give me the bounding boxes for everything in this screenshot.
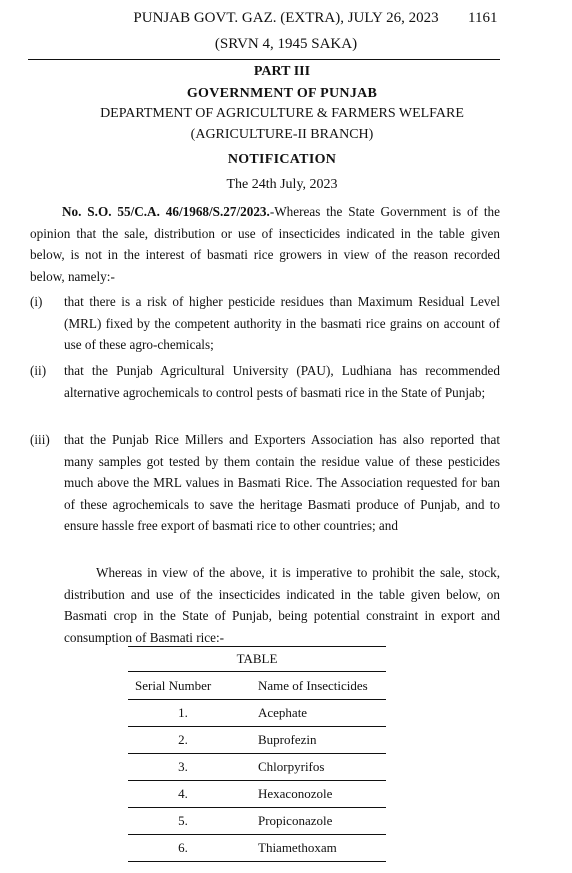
table-row	[128, 727, 386, 754]
reason-text: that there is a risk of higher pesticide residues than Maximum Residual Level (MRL) fixed by the competent authority in the basmati rice grains on account of use of these agro-chemicals;	[64, 294, 500, 352]
table-row	[128, 835, 386, 862]
reason-text: that the Punjab Rice Millers and Exporters Association has also reported that many samples got tested by them contain the residue value of these pesticides much above the MRL values in Basmati Rice. The Association requested for ban of these agrochemicals to save the heritage Basmati produce of Punjab, and to ensure hassle free export of basmati rice to other countries; and	[64, 432, 500, 533]
page-number: 1161	[468, 10, 498, 26]
table-row	[128, 754, 386, 781]
serial-cell: 6.	[128, 835, 238, 862]
intro-text: -Whereas the State Government is of the opinion that the sale, distribution or use of insecticides indicated in the table given below, is not in the interest of basmati rice growers in view of the reason recorded below, namely:-	[30, 204, 500, 284]
reason-number: (i)	[30, 294, 43, 309]
gazette-header-title: PUNJAB GOVT. GAZ. (EXTRA), JULY 26, 2023	[133, 10, 439, 26]
intro-paragraph	[30, 201, 500, 287]
column-header-serial: Serial Number	[128, 672, 238, 700]
notification-date: The 24th July, 2023	[226, 177, 338, 192]
serial-cell: 2.	[128, 727, 238, 754]
branch-heading: (AGRICULTURE-II BRANCH)	[190, 127, 374, 142]
serial-cell: 3.	[128, 754, 238, 781]
table-row	[128, 700, 386, 727]
government-heading: GOVERNMENT OF PUNJAB	[186, 86, 378, 101]
insecticide-cell: Chlorpyrifos	[238, 754, 386, 781]
insecticide-cell: Hexaconozole	[238, 781, 386, 808]
reason-number: (ii)	[30, 363, 47, 378]
table-caption: TABLE	[128, 647, 386, 672]
reason-text: that the Punjab Agricultural University (PAU), Ludhiana has recommended alternative agrochemicals to control pests of basmati rice in the State of Punjab;	[64, 363, 500, 400]
notification-title: NOTIFICATION	[227, 152, 337, 167]
reason-number: (iii)	[30, 432, 50, 447]
column-header-name: Name of Insecticides	[238, 672, 386, 700]
department-heading: DEPARTMENT OF AGRICULTURE & FARMERS WELFARE	[100, 106, 464, 121]
header-rule	[28, 59, 500, 60]
insecticide-cell: Propiconazole	[238, 808, 386, 835]
serial-cell: 4.	[128, 781, 238, 808]
whereas-paragraph: Whereas in view of the above, it is imperative to prohibit the sale, stock, distribution and use of the insecticides indicated in the table given below, on Basmati crop in the State of Punjab, being potential constraint in export and consumption of Basmati rice:-	[64, 565, 500, 645]
table-row	[128, 781, 386, 808]
notification-number: No. S.O. 55/C.A. 46/1968/S.27/2023.	[62, 204, 270, 219]
insecticide-cell: Buprofezin	[238, 727, 386, 754]
serial-cell: 5.	[128, 808, 238, 835]
part-heading: PART III	[253, 64, 311, 79]
saka-date: (SRVN 4, 1945 SAKA)	[214, 36, 358, 52]
insecticide-cell: Thiamethoxam	[238, 835, 386, 862]
table-row	[128, 808, 386, 835]
insecticides-table	[128, 646, 386, 862]
insecticide-cell: Acephate	[238, 700, 386, 727]
serial-cell: 1.	[128, 700, 238, 727]
